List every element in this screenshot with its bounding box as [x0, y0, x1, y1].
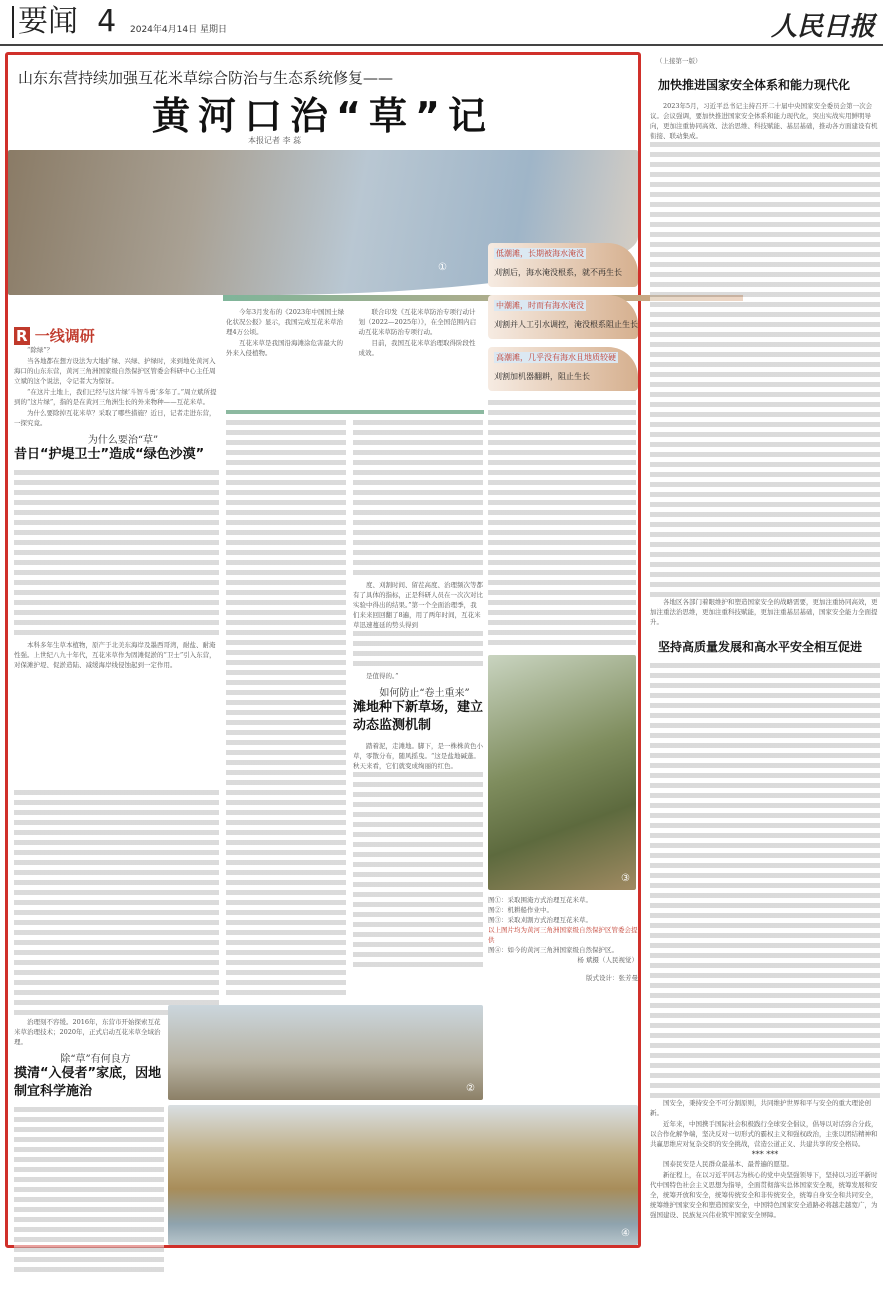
- paragraph: 国泰民安是人民群众最基本、最普遍的愿望。: [663, 1160, 793, 1168]
- subhead: 加快推进国家安全体系和能力现代化: [658, 78, 851, 92]
- paragraph: 联合印发《互花米草防治专项行动计划（2022—2025年）》，在全国范围内启动互花米草防治专项行动。: [358, 308, 477, 336]
- paragraph: “在这片土地上，我们已经与这片绿‘斗智斗勇’多年了。”周立斌所提到的“这片绿”，指的是在黄河三角洲生长的外来物种——互花米草。: [14, 388, 217, 406]
- callout-method: 刈割加机器翻耕，阻止生长: [494, 372, 590, 381]
- paragraph: 近年来，中国携手国际社会积极践行全球安全倡议，倡导以对话弥合分歧，以合作化解争端，坚决反对一切形式的霸权主义和强权政治，主张以团结精神和共赢思维应对复杂交织的安全挑战，营造公道正义、共建共享的安全格局。: [650, 1120, 878, 1148]
- paragraph: 新征程上，在以习近平同志为核心的党中央坚强领导下，坚持以习近平新时代中国特色社会主义思想为指导，全面贯彻落实总体国家安全观，统筹发展和安全，统筹开放和安全，统筹传统安全和非传统安全，统筹自身安全和共同安全，统筹维护国家安全和塑造国家安全，中国特色国家安全道路必将越走越宽广，为强国建设、民族复兴伟业筑牢国家安全屏障。: [650, 1171, 878, 1219]
- body-text: [14, 790, 219, 1015]
- feature-article: [5, 52, 641, 1248]
- photo-credit: 杨 斌摄（人民视觉）: [577, 956, 638, 964]
- paragraph: 当各地都在想方设法为大地扩绿、兴绿、护绿时，来到地处黄河入海口的山东东营，黄河三角洲国家级自然保护区管委会科研中心主任周立斌的这个说法，令记者大为惊讶。: [14, 357, 216, 385]
- paragraph: 国安全，秉持安全不可分割原则，共同维护世界和平与安全的重大理论创新。: [650, 1099, 871, 1117]
- caption: 图①：采取围淹方式治理互花米草。: [488, 896, 592, 904]
- subhead: 昔日“护堤卫士”造成“绿色沙漠”: [14, 447, 205, 462]
- left-column-bottom: [14, 1017, 164, 1297]
- section-name: 要闻 4: [12, 6, 116, 38]
- caption: 图②：机耕船作业中。: [488, 906, 553, 914]
- paragraph: 今年3月发布的《2023年中国国土绿化状况公报》显示，我国完成互花米草治理4万公顷。: [226, 308, 345, 336]
- callout-high-tide: [488, 347, 638, 391]
- section-break: *** ***: [751, 1150, 779, 1159]
- paragraph: 是值得的。”: [366, 672, 399, 680]
- byline: 本报记者 李 蕊: [248, 136, 302, 145]
- callout-method: 刈割并人工引水调控，淹没根系阻止生长: [494, 320, 638, 329]
- paragraph: 治理刻不容缓。2016年，东营市开始探索互花米草治理技术；2020年，正式启动互花米草全域治理。: [14, 1018, 161, 1046]
- photo-label: ①: [438, 262, 447, 273]
- caption: 图④：如今的黄河三角洲国家级自然保护区。: [488, 946, 618, 954]
- paragraph: 互花米草是我国沿海滩涂危害最大的外来入侵植物。: [226, 339, 343, 357]
- continued-note: （上接第一版）: [656, 57, 702, 65]
- callout-zone: 中潮滩，时而有海水淹没: [496, 301, 584, 310]
- body-text: [14, 1107, 164, 1277]
- left-column: [14, 345, 219, 785]
- paragraph: 踏着泥，走滩地。脚下，是一株株黄色小草，零散分布，随风摇曳。“这是盐地碱蓬。秋天来看，它们就变成绚丽的红色。: [353, 742, 483, 770]
- info-box: [226, 307, 481, 407]
- body-text: [353, 420, 483, 575]
- body-text: [226, 420, 346, 1000]
- layout-credit: 版式设计：张芳曼: [586, 974, 638, 982]
- photo-label: ②: [466, 1083, 475, 1094]
- body-text: [650, 142, 880, 597]
- article-title: 黄河口治“草”记: [152, 94, 494, 138]
- caption: 图③：采取刈割方式治理互花米草。: [488, 916, 592, 924]
- subhead-kicker: 如何防止“卷土重来”: [379, 688, 470, 699]
- photo-credit: 以上图片均为黄河三角洲国家级自然保护区管委会提供: [488, 926, 638, 944]
- paragraph: 各地区各部门着眼维护和塑造国家安全的战略需要，更加注重协同高效，更加注重法治思维，更加注重科技赋能，更加注重基层基础，国家安全能力全面提升。: [650, 598, 878, 626]
- photo-3: [488, 655, 636, 890]
- callout-low-tide: [488, 243, 638, 287]
- article-kicker: 山东东营持续加强互花米草综合防治与生态系统修复——: [18, 69, 394, 87]
- photo-label: ④: [621, 1228, 630, 1239]
- divider: [226, 410, 484, 414]
- body-text: [650, 663, 880, 1098]
- body-text: [14, 470, 219, 640]
- issue-date: 2024年4月14日 星期日: [130, 25, 227, 35]
- masthead: [0, 0, 883, 46]
- paragraph: 目前，我国互花米草治理取得阶段性成效。: [358, 339, 476, 357]
- photo-captions: [488, 895, 638, 983]
- newspaper-logo: 人民日报: [770, 12, 875, 42]
- paragraph: “除绿”？: [27, 346, 54, 354]
- body-text: [488, 400, 636, 650]
- paragraph: 度、刈割时间、留茬高度、治理频次等都有了具体的指标，正是科研人员在一次次对比实验中得出的结果。”第一个全面治理季，我们来来回回翻了8遍，用了两年时间，互花米草迅速蔓延的势头得到: [353, 581, 483, 629]
- callout-zone: 高潮滩，几乎没有海水且地质较硬: [496, 353, 616, 362]
- photo-4: [168, 1105, 638, 1245]
- page-number: 4: [97, 4, 117, 39]
- callout-zone: 低潮滩，长期被海水淹没: [496, 249, 584, 258]
- paragraph: 2023年5月，习近平总书记主持召开二十届中央国家安全委员会第一次会议。会议强调，要加快推进国家安全体系和能力现代化，突出实战实用鲜明导向，更加注重协同高效、法治思维、科技赋能、基层基础，推动各方面建设有机衔接、联动集成。: [650, 102, 878, 140]
- paragraph: 为什么要除掉互花米草？采取了哪些措施？近日，记者走进东营，一探究竟。: [14, 409, 216, 427]
- subhead: 坚持高质量发展和高水平安全相互促进: [658, 640, 863, 654]
- subhead: 滩地种下新草场，建立动态监测机制: [353, 700, 483, 733]
- subhead: 摸清“入侵者”家底，因地制宜科学施治: [14, 1066, 162, 1099]
- column-tag: R 一线调研: [16, 327, 95, 345]
- callout-method: 刈割后，海水淹没根系，就不再生长: [494, 268, 622, 277]
- paragraph: 本科多年生草本植物，原产于北美东海岸及墨西哥湾，耐盐、耐淹性强。上世纪八九十年代，互花米草作为固滩促淤的“卫士”引入东营，对保滩护堤、促淤造陆、减缓海岸线侵蚀起到一定作用。: [14, 641, 216, 669]
- callout-mid-tide: [488, 295, 638, 339]
- subhead-kicker: 除“草”有何良方: [60, 1054, 131, 1065]
- photo-2: [168, 1005, 483, 1100]
- middle-column: [353, 580, 483, 1000]
- photo-label: ③: [621, 873, 630, 884]
- right-column-article: [650, 52, 880, 1248]
- subhead-kicker: 为什么要治“草”: [87, 435, 159, 446]
